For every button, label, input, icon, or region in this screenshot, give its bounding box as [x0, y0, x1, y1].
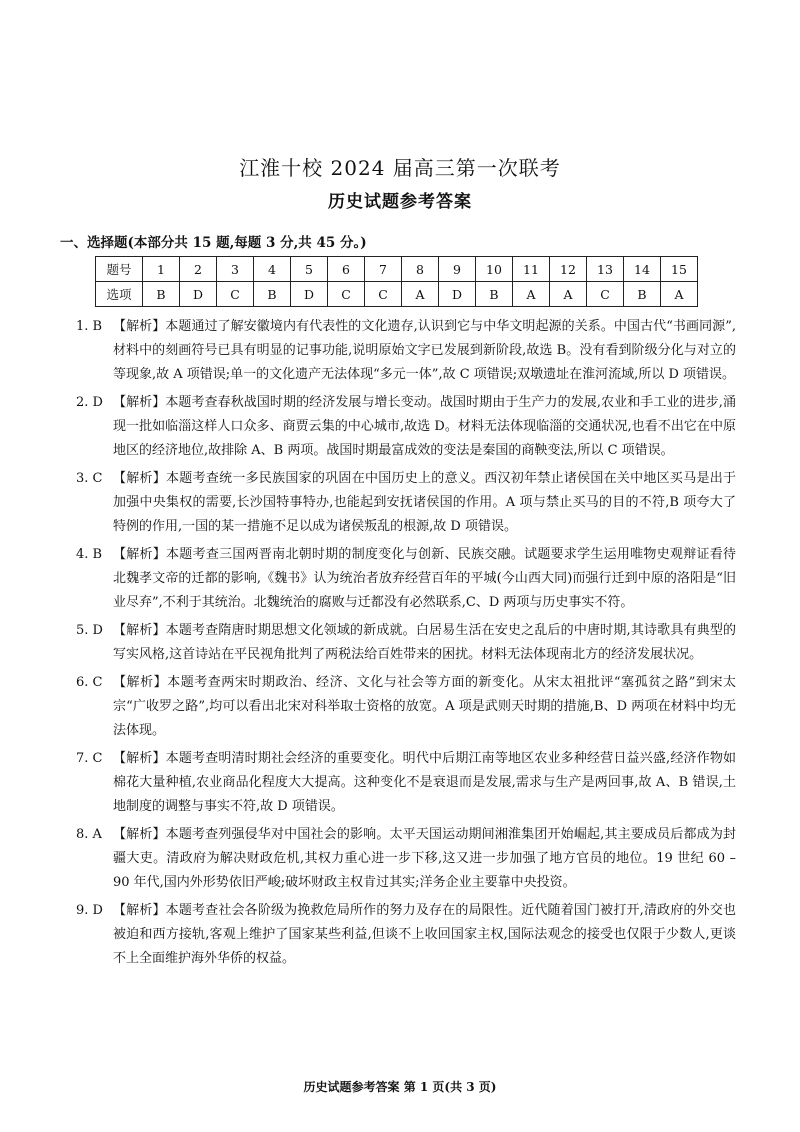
- analysis-tag: 【解析】: [113, 751, 166, 766]
- analysis-tag: 【解析】: [113, 903, 166, 918]
- question-number-cell: 2: [180, 257, 217, 282]
- question-number-cell: 4: [254, 257, 291, 282]
- question-number-cell: 13: [587, 257, 624, 282]
- explanation-item: [76, 391, 736, 463]
- explanation-text: 本题考查隋唐时期思想文化领域的新成就。白居易生活在安史之乱后的中唐时期,其诗歌具有典型的写实风格,这首诗站在平民视角批判了两税法给百姓带来的困扰。材料无法体现南北方的经济发展状况。: [113, 623, 736, 662]
- answer-cell: B: [254, 282, 291, 307]
- question-number-cell: 10: [476, 257, 513, 282]
- answer-table: [95, 256, 698, 307]
- explanation-text: 本题考查社会各阶级为挽救危局所作的努力及存在的局限性。近代随着国门被打开,清政府的外交也被迫和西方接轨,客观上维护了国家某些利益,但谈不上收回国家主权,国际法观念的接受也仅限于少数人,更谈不上全面维护海外华侨的权益。: [113, 903, 736, 966]
- answer-cell: C: [587, 282, 624, 307]
- question-number-cell: 15: [661, 257, 698, 282]
- question-number-cell: 6: [328, 257, 365, 282]
- explanation-item: [76, 315, 736, 387]
- explanation-item: [76, 747, 736, 819]
- answer-cell: C: [365, 282, 402, 307]
- item-number: 8. A: [76, 827, 102, 842]
- section-heading: 一、选择题(本部分共 15 题,每题 3 分,共 45 分。): [60, 235, 367, 251]
- explanation-item: [76, 899, 736, 971]
- answer-cell: B: [143, 282, 180, 307]
- question-number-cell: 11: [513, 257, 550, 282]
- explanation-text: 本题考查两宋时期政治、经济、文化与社会等方面的新变化。从宋太祖批评“塞孤贫之路”到宋太宗“广收罗之路”,均可以看出北宋对科举取士资格的放宽。A 项是武则天时期的措施,B、D 两项在材料中均无法体现。: [113, 675, 736, 738]
- answer-cell: B: [624, 282, 661, 307]
- item-number: 4. B: [76, 547, 103, 562]
- document-subtitle: 历史试题参考答案: [328, 192, 472, 212]
- item-number: 6. C: [76, 675, 103, 690]
- item-number: 2. D: [76, 395, 103, 410]
- question-number-cell: 7: [365, 257, 402, 282]
- explanation-text: 本题通过了解安徽境内有代表性的文化遗存,认识到它与中华文明起源的关系。中国古代“书画同源”,材料中的刻画符号已具有明显的记事功能,说明原始文字已发展到新阶段,故选 B。没有看到阶级分化与对立的等现象,故 A 项错误;单一的文化遗产无法体现“多元一体”,故 C 项错误;双墩遗址在淮河流域,所以 D 项错误。: [113, 319, 736, 382]
- question-number-cell: 8: [402, 257, 439, 282]
- answer-cell: D: [439, 282, 476, 307]
- row-label-number: 题号: [96, 257, 143, 282]
- answer-cell: A: [402, 282, 439, 307]
- answer-cell: A: [550, 282, 587, 307]
- answer-cell: D: [180, 282, 217, 307]
- row-label-answer: 选项: [96, 282, 143, 307]
- explanation-item: [76, 543, 736, 615]
- analysis-tag: 【解析】: [113, 319, 166, 334]
- answer-cell: D: [291, 282, 328, 307]
- question-number-cell: 9: [439, 257, 476, 282]
- exam-title: 江淮十校 2024 届高三第一次联考: [239, 156, 561, 180]
- question-number-row: [96, 257, 698, 282]
- explanation-list: [76, 315, 736, 975]
- answer-cell: A: [513, 282, 550, 307]
- explanation-item: [76, 619, 736, 667]
- explanation-item: [76, 671, 736, 743]
- analysis-tag: 【解析】: [113, 675, 168, 690]
- item-number: 1. B: [76, 319, 103, 334]
- answer-cell: C: [328, 282, 365, 307]
- explanation-text: 本题考查明清时期社会经济的重要变化。明代中后期江南等地区农业多种经营日益兴盛,经济作物如棉花大量种植,农业商品化程度大大提高。这种变化不是衰退而是发展,需求与生产是两回事,故 A、B 错误,土地制度的调整与事实不符,故 D 项错误。: [113, 751, 736, 814]
- question-number-cell: 5: [291, 257, 328, 282]
- explanation-text: 本题考查三国两晋南北朝时期的制度变化与创新、民族交融。试题要求学生运用唯物史观辩证看待北魏孝文帝的迁都的影响,《魏书》认为统治者放弃经营百年的平城(今山西大同)而强行迁到中原的洛阳是“旧业尽弃”,不利于其统治。北魏统治的腐败与迁都没有必然联系,C、D 两项与历史事实不符。: [113, 547, 736, 610]
- analysis-tag: 【解析】: [113, 623, 166, 638]
- answer-row: [96, 282, 698, 307]
- question-number-cell: 1: [143, 257, 180, 282]
- explanation-item: [76, 823, 736, 895]
- explanation-text: 本题考查统一多民族国家的巩固在中国历史上的意义。西汉初年禁止诸侯国在关中地区买马是出于加强中央集权的需要,长沙国特事特办,也能起到安抚诸侯国的作用。A 项与禁止买马的目的不符,B 项夸大了特例的作用,一国的某一措施不足以成为诸侯叛乱的根源,故 D 项错误。: [113, 471, 736, 534]
- item-number: 9. D: [76, 903, 103, 918]
- item-number: 7. C: [76, 751, 103, 766]
- explanation-text: 本题考查春秋战国时期的经济发展与增长变动。战国时期由于生产力的发展,农业和手工业的进步,涌现一批如临淄这样人口众多、商贾云集的中心城市,故选 D。材料无法体现临淄的交通状况,也看不出它在中原地区的经济地位,故排除 A、B 两项。战国时期最富成效的变法是秦国的商鞅变法,所以 C 项错误。: [113, 395, 736, 458]
- page-footer: 历史试题参考答案 第 1 页(共 3 页): [303, 1080, 497, 1094]
- item-number: 5. D: [76, 623, 103, 638]
- answer-cell: C: [217, 282, 254, 307]
- question-number-cell: 3: [217, 257, 254, 282]
- analysis-tag: 【解析】: [113, 395, 166, 410]
- item-number: 3. C: [76, 471, 103, 486]
- explanation-text: 本题考查列强侵华对中国社会的影响。太平天国运动期间湘淮集团开始崛起,其主要成员后都成为封疆大吏。清政府为解决财政危机,其权力重心进一步下移,这又进一步加强了地方官员的地位。19 世纪 60 – 90 年代,国内外形势依旧严峻;破坏财政主权肯过其实;洋务企业主要靠中央投资。: [113, 827, 736, 890]
- answer-cell: B: [476, 282, 513, 307]
- question-number-cell: 12: [550, 257, 587, 282]
- answer-cell: A: [661, 282, 698, 307]
- analysis-tag: 【解析】: [113, 471, 167, 486]
- analysis-tag: 【解析】: [113, 547, 167, 562]
- explanation-item: [76, 467, 736, 539]
- question-number-cell: 14: [624, 257, 661, 282]
- analysis-tag: 【解析】: [113, 827, 166, 842]
